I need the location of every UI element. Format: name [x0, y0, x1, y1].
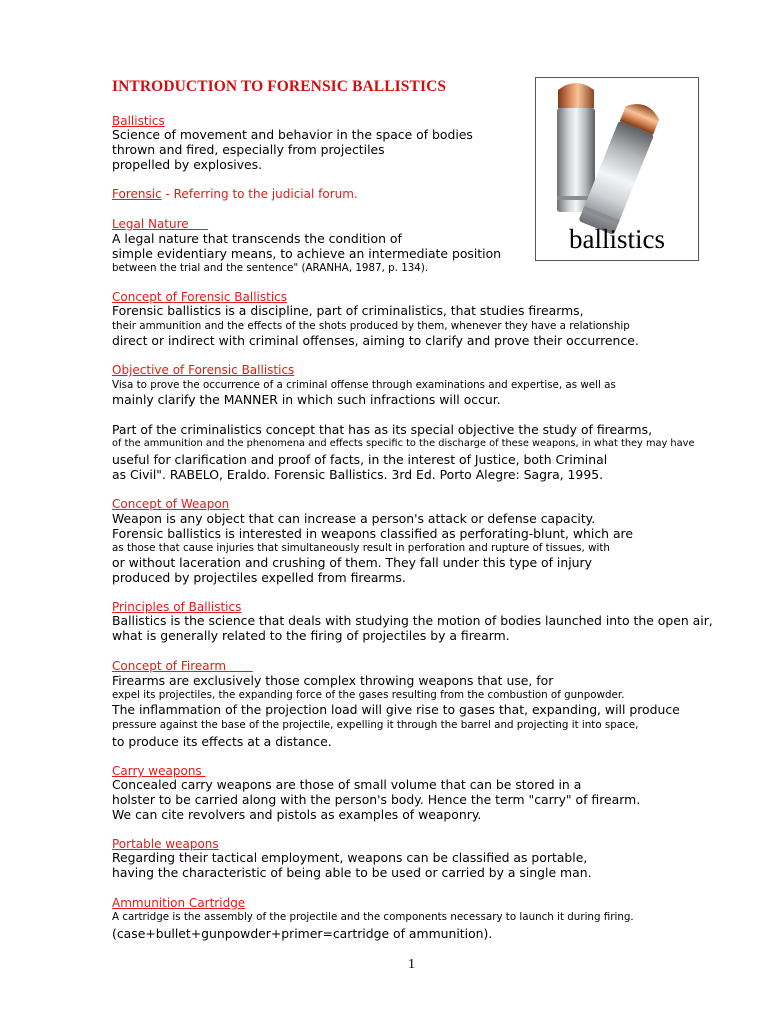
heading-forensic: Forensic — [112, 187, 162, 201]
concept-forensic-line-3: direct or indirect with criminal offenses, aiming to clarify and prove their occurrence. — [112, 333, 639, 348]
ballistics-line-1: Science of movement and behavior in the space of bodies — [112, 127, 473, 142]
ballistics-line-2: thrown and fired, especially from projectiles — [112, 142, 385, 157]
objective-line-6: as Civil". RABELO, Eraldo. Forensic Ballistics. 3rd Ed. Porto Alegre: Sagra, 1995. — [112, 467, 604, 482]
principles-line-1: Ballistics is the science that deals with studying the motion of bodies launched into the open air, — [112, 613, 713, 628]
portable-line-1: Regarding their tactical employment, weapons can be classified as portable, — [112, 850, 588, 865]
legal-nature-line-2: simple evidentiary means, to achieve an intermediate position — [112, 246, 502, 261]
page-number: 1 — [408, 957, 415, 972]
concept-forensic-line-1: Forensic ballistics is a discipline, part of criminalistics, that studies firearms, — [112, 303, 584, 318]
heading-carry-weapons: Carry weapons — [112, 764, 206, 778]
weapon-line-4: or without laceration and crushing of them. They fall under this type of injury — [112, 555, 592, 570]
weapon-line-3: as those that cause injuries that simultaneously result in perforation and rupture of tissues, with — [112, 542, 610, 554]
objective-line-3: Part of the criminalistics concept that has as its special objective the study of firearms, — [112, 422, 653, 437]
heading-concept-weapon: Concept of Weapon — [112, 497, 230, 511]
heading-ammunition-cartridge: Ammunition Cartridge — [112, 896, 246, 910]
weapon-line-1: Weapon is any object that can increase a person's attack or defense capacity. — [112, 511, 596, 526]
objective-line-1: Visa to prove the occurrence of a criminal offense through examinations and expertise, as well as — [112, 379, 616, 391]
objective-line-2: mainly clarify the MANNER in which such infractions will occur. — [112, 392, 501, 407]
heading-portable-weapons: Portable weapons — [112, 837, 219, 851]
forensic-definition-text: - Referring to the judicial forum. — [161, 187, 358, 201]
weapon-line-2: Forensic ballistics is interested in weapons classified as perforating-blunt, which are — [112, 526, 633, 541]
forensic-definition — [112, 188, 358, 200]
carry-line-3: We can cite revolvers and pistols as examples of weaponry. — [112, 807, 482, 822]
weapon-line-5: produced by projectiles expelled from firearms. — [112, 570, 406, 585]
carry-line-2: holster to be carried along with the person's body. Hence the term "carry" of firearm. — [112, 792, 641, 807]
objective-line-5: useful for clarification and proof of facts, in the interest of Justice, both Criminal — [112, 452, 608, 467]
legal-nature-line-1: A legal nature that transcends the condition of — [112, 231, 402, 246]
cartridge-line-2: (case+bullet+gunpowder+primer=cartridge of ammunition). — [112, 926, 493, 941]
ballistics-figure — [535, 77, 699, 261]
firearm-line-2: expel its projectiles, the expanding force of the gases resulting from the combustion of gunpowder. — [112, 689, 625, 701]
heading-ballistics: Ballistics — [112, 114, 165, 128]
figure-caption: ballistics — [569, 224, 665, 254]
principles-line-2: what is generally related to the firing of projectiles by a firearm. — [112, 628, 510, 643]
document-title: INTRODUCTION TO FORENSIC BALLISTICS — [112, 78, 447, 95]
concept-forensic-line-2: their ammunition and the effects of the shots produced by them, whenever they have a relationship — [112, 320, 630, 332]
heading-objective: Objective of Forensic Ballistics — [112, 363, 295, 377]
heading-concept-firearm: Concept of Firearm — [112, 659, 253, 673]
firearm-line-3: The inflammation of the projection load will give rise to gases that, expanding, will produce — [112, 702, 680, 717]
heading-legal-nature: Legal Nature — [112, 217, 208, 231]
firearm-line-1: Firearms are exclusively those complex throwing weapons that use, for — [112, 673, 554, 688]
firearm-line-5: to produce its effects at a distance. — [112, 734, 332, 749]
firearm-line-4: pressure against the base of the projectile, expelling it through the barrel and projecting it into space, — [112, 719, 639, 731]
cartridge-line-1: A cartridge is the assembly of the projectile and the components necessary to launch it during firing. — [112, 911, 634, 923]
legal-nature-line-3: between the trial and the sentence" (ARANHA, 1987, p. 134). — [112, 262, 429, 274]
ballistics-line-3: propelled by explosives. — [112, 157, 263, 172]
portable-line-2: having the characteristic of being able to be used or carried by a single man. — [112, 865, 592, 880]
objective-line-4: of the ammunition and the phenomena and effects specific to the discharge of these weapons, in what they may have — [112, 438, 695, 449]
heading-concept-forensic-ballistics: Concept of Forensic Ballistics — [112, 290, 288, 304]
carry-line-1: Concealed carry weapons are those of small volume that can be stored in a — [112, 777, 582, 792]
heading-principles: Principles of Ballistics — [112, 600, 242, 614]
